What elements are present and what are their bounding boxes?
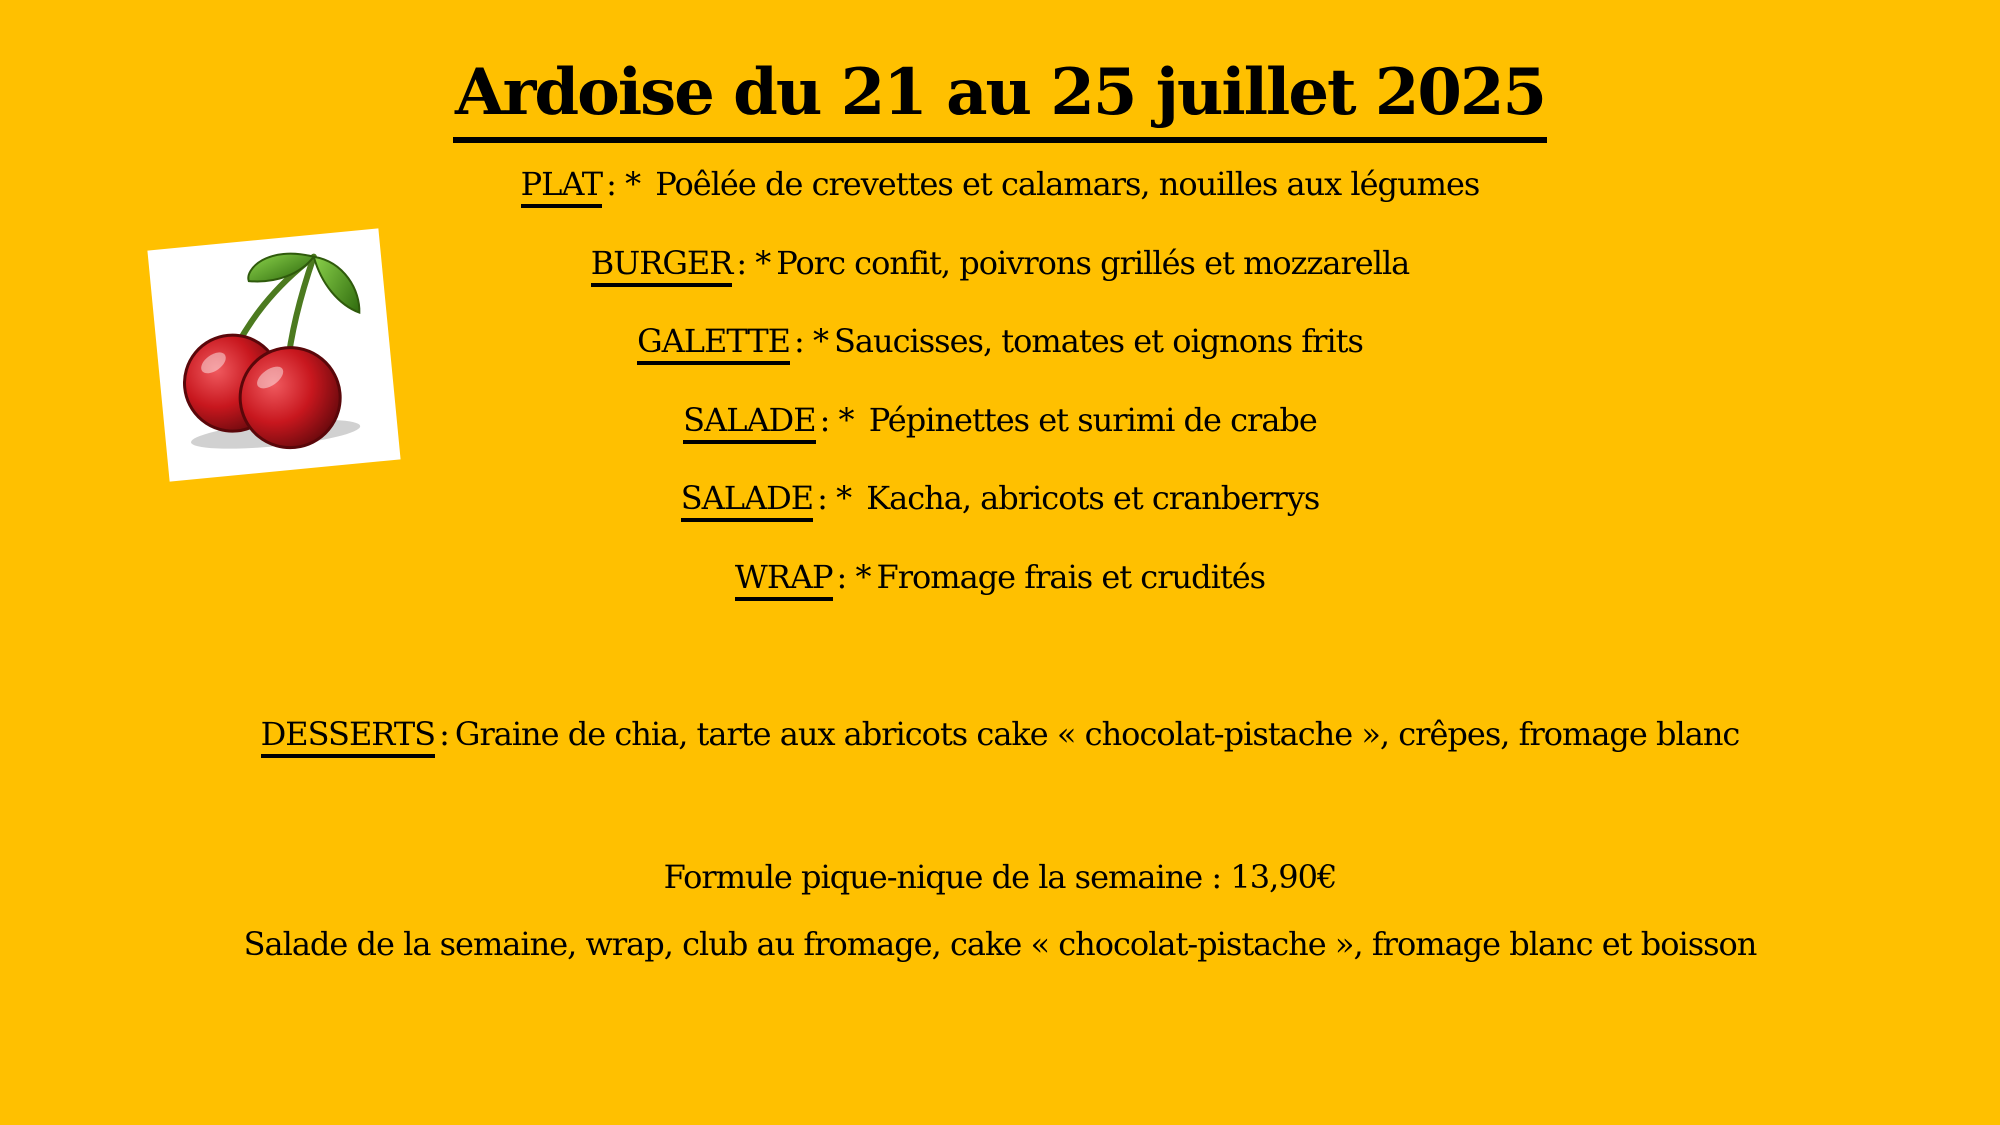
- menu-item-burger: [0, 241, 2000, 287]
- menu-item-salade-2: [0, 476, 2000, 522]
- menu-item-separator: : *: [817, 479, 852, 517]
- menu-item-separator: : *: [736, 244, 771, 282]
- menu-item-separator: : *: [819, 401, 854, 439]
- menu-item-category: SALADE: [681, 478, 813, 522]
- menu-item-plat: [0, 162, 2000, 208]
- menu-item-dish: Poêlée de crevettes et calamars, nouilles aux légumes: [655, 165, 1480, 203]
- menu-item-dish: Pépinettes et surimi de crabe: [868, 401, 1317, 439]
- menu-item-category: GALETTE: [637, 321, 790, 365]
- menu-item-dish: Fromage frais et crudités: [876, 558, 1266, 596]
- menu-item-separator: : *: [606, 165, 641, 203]
- formule-line1: Formule pique-nique de la semaine : 13,90€: [663, 858, 1337, 896]
- menu-item-separator: : *: [836, 558, 871, 596]
- menu-item-wrap: [0, 555, 2000, 601]
- desserts-category: DESSERTS: [261, 714, 435, 758]
- menu-item-salade-1: [0, 398, 2000, 444]
- menu-item-dish: Saucisses, tomates et oignons frits: [833, 322, 1363, 360]
- menu-item-desserts: [0, 712, 2000, 758]
- page-title: [0, 48, 2000, 143]
- formule-line2: Salade de la semaine, wrap, club au fromage, cake « chocolat-pistache », fromage blanc et boisson: [243, 925, 1757, 963]
- menu-item-separator: : *: [794, 322, 828, 360]
- menu-item-dish: Kacha, abricots et cranberrys: [866, 479, 1320, 517]
- page-title-text: Ardoise du 21 au 25 juillet 2025: [453, 53, 1547, 143]
- formule-details: [0, 922, 2000, 966]
- menu-item-category: WRAP: [735, 557, 833, 601]
- menu-item-galette: [0, 319, 2000, 365]
- menu-item-category: SALADE: [683, 400, 815, 444]
- menu-item-category: PLAT: [521, 164, 602, 208]
- menu-item-dish: Porc confit, poivrons grillés et mozzarella: [776, 244, 1410, 282]
- desserts-separator: :: [439, 715, 449, 753]
- desserts-text: Graine de chia, tarte aux abricots cake « chocolat-pistache », crêpes, fromage blanc: [454, 715, 1740, 753]
- formule-title: [0, 855, 2000, 899]
- menu-item-category: BURGER: [591, 243, 733, 287]
